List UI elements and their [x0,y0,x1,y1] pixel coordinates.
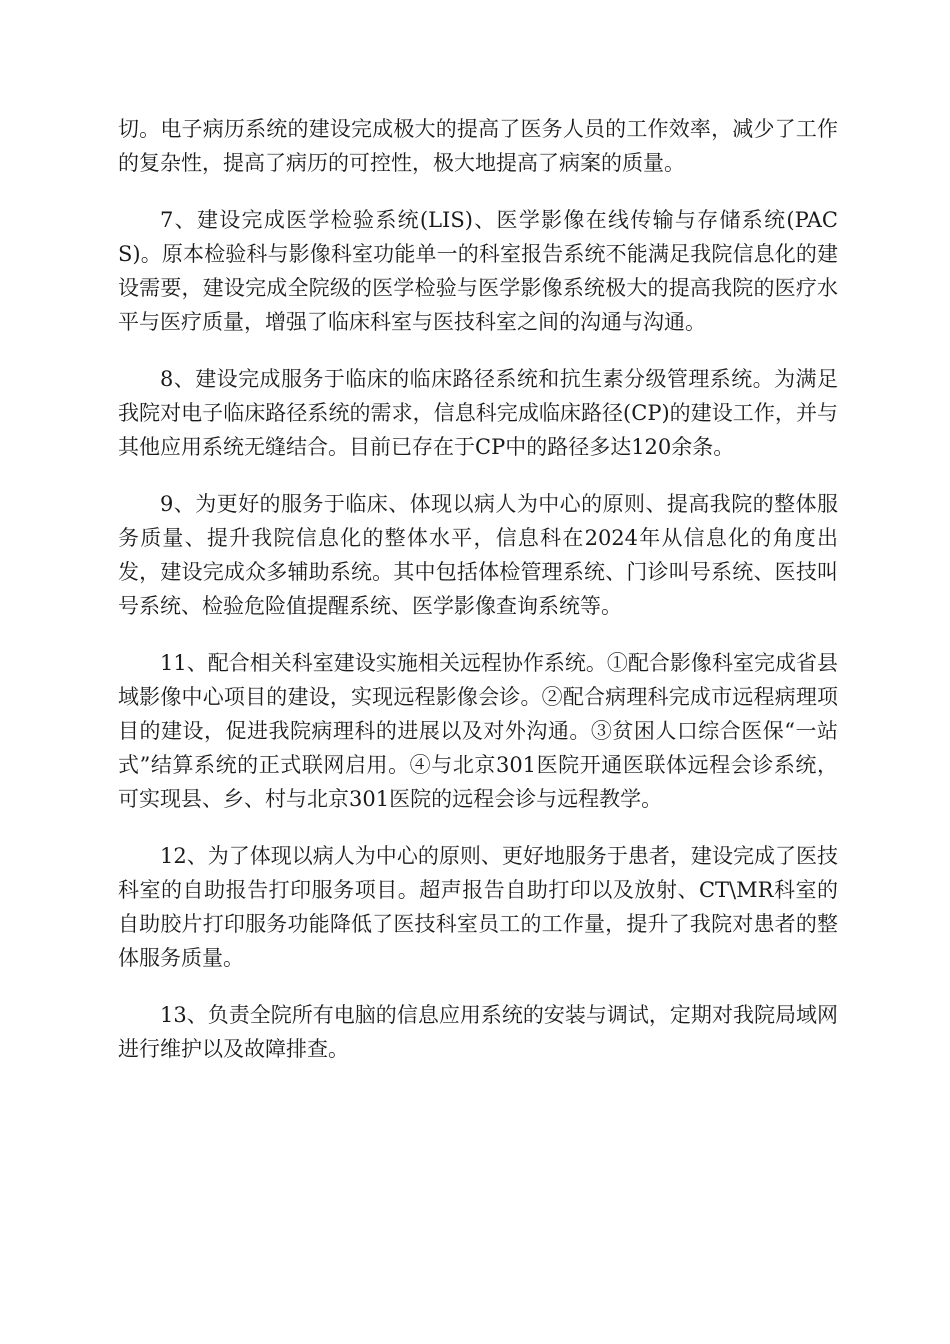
paragraph-item-8: 8、建设完成服务于临床的临床路径系统和抗生素分级管理系统。为满足我院对电子临床路径系统的需求，信息科完成临床路径(CP)的建设工作，并与其他应用系统无缝结合。目前已存在于CP中的路径多达120余条。 [118,367,838,459]
paragraph-item-7: 7、建设完成医学检验系统(LIS)、医学影像在线传输与存储系统(PACS)。原本检验科与影像科室功能单一的科室报告系统不能满足我院信息化的建设需要，建设完成全院级的医学检验与医学影像系统极大的提高我院的医疗水平与医疗质量，增强了临床科室与医技科室之间的沟通与沟通。 [118,208,838,334]
paragraph-item-13: 13、负责全院所有电脑的信息应用系统的安装与调试，定期对我院局域网进行维护以及故障排查。 [118,1003,838,1061]
paragraph-continuation: 切。电子病历系统的建设完成极大的提高了医务人员的工作效率，减少了工作的复杂性，提高了病历的可控性，极大地提高了病案的质量。 [118,117,838,175]
paragraph-item-12: 12、为了体现以病人为中心的原则、更好地服务于患者，建设完成了医技科室的自助报告打印服务项目。超声报告自助打印以及放射、CT\MR科室的自助胶片打印服务功能降低了医技科室员工的工作量，提升了我院对患者的整体服务质量。 [118,844,838,970]
paragraph-item-9: 9、为更好的服务于临床、体现以病人为中心的原则、提高我院的整体服务质量、提升我院信息化的整体水平，信息科在2024年从信息化的角度出发，建设完成众多辅助系统。其中包括体检管理系统、门诊叫号系统、医技叫号系统、检验危险值提醒系统、医学影像查询系统等。 [118,492,838,618]
paragraph-item-11: 11、配合相关科室建设实施相关远程协作系统。①配合影像科室完成省县域影像中心项目的建设，实现远程影像会诊。②配合病理科完成市远程病理项目的建设，促进我院病理科的进展以及对外沟通。③贫困人口综合医保“一站式”结算系统的正式联网启用。④与北京301医院开通医联体远程会诊系统，可实现县、乡、村与北京301医院的远程会诊与远程教学。 [118,651,838,811]
document-body [118,112,838,1089]
